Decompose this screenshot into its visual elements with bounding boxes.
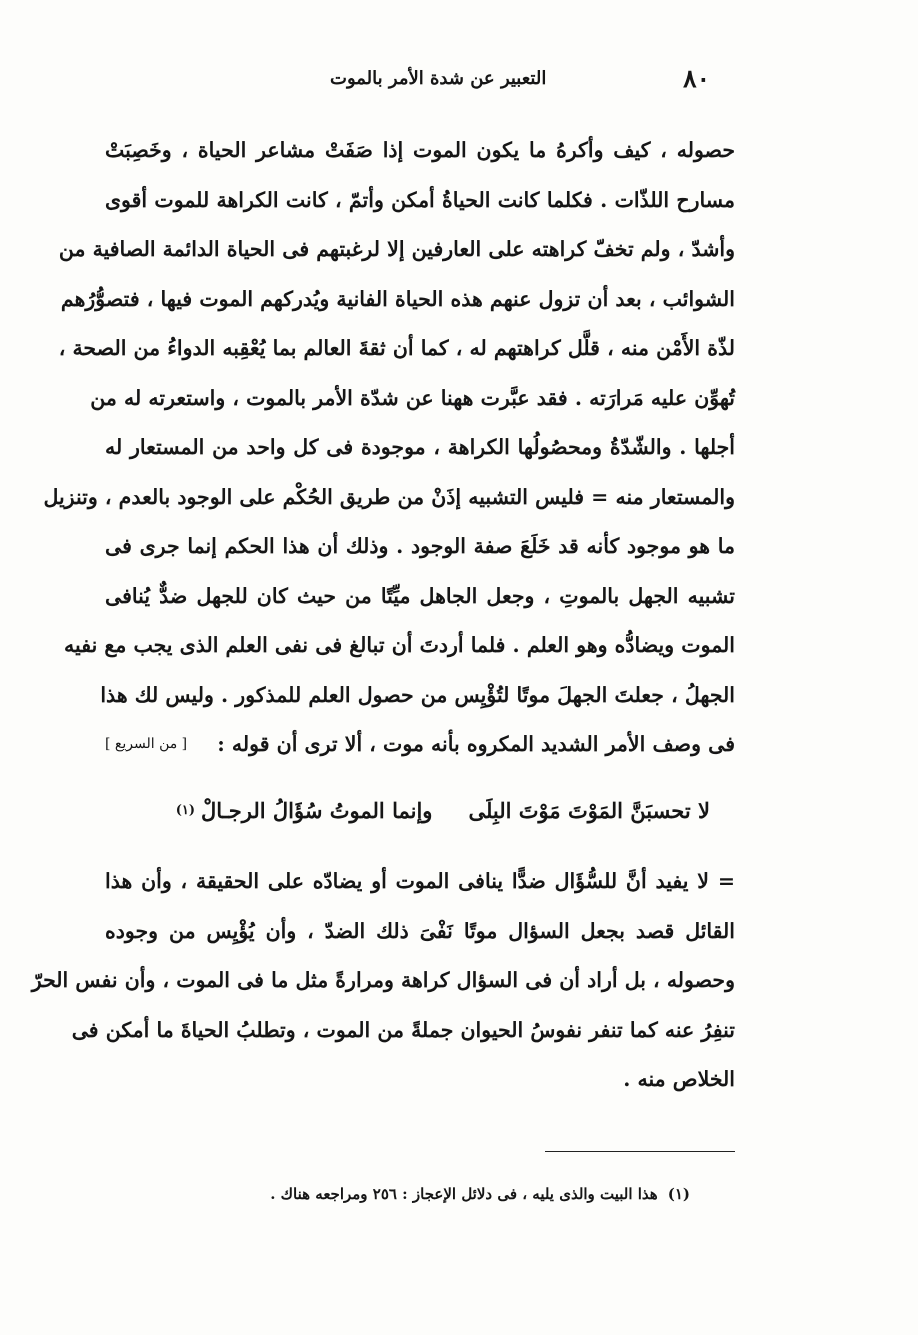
text-line: الموت ويضادُّه وهو العلم . فلما أردتَ أن تبالغ فى نفى العلم الذى يجب مع نفيه bbox=[64, 633, 735, 657]
footnote-text: هذا البيت والذى يليه ، فى دلائل الإعجاز : ٢٥٦ ومراجعه هناك . bbox=[270, 1185, 658, 1203]
text-line: تنفِرُ عنه كما تنفر نفوسُ الحيوان جملةً من الموت ، وتطلبُ الحياةَ ما أمكن فى bbox=[71, 1017, 735, 1042]
footnote-number: (١) bbox=[667, 1185, 690, 1203]
text-line: فى وصف الأمر الشديد المكروه بأنه موت ، ألا ترى أن قوله : bbox=[217, 732, 735, 756]
meter-label: [ من السريع ] bbox=[105, 736, 188, 752]
text-line: والمستعار منه = فليس التشبيه إذَنْ من طريق الحُكْم على الوجود بالعدم ، وتنزيل bbox=[43, 484, 735, 509]
text-line: أجلها . والشّدّةُ ومحصُولُها الكراهة ، موجودة فى كل واحد من المستعار له bbox=[105, 435, 735, 459]
text-line: ما هو موجود كأنه قد خَلَعَ صفة الوجود . وذلك أن هذا الحكم إنما جرى فى bbox=[105, 534, 735, 558]
poetry-verse bbox=[140, 785, 710, 835]
text-line-with-meter bbox=[105, 720, 735, 770]
verse-hemistich-first: لا تحسبَنَّ المَوْتَ مَوْتَ البِلَى bbox=[468, 797, 710, 823]
text-line: حصوله ، كيف وأكرهُ ما يكون الموت إذا صَفَتْ مشاعر الحياة ، وخَصِبَتْ bbox=[105, 138, 735, 162]
text-line: = لا يفيد أنَّ للسُّؤَال ضدًّا ينافى الموت أو يضادّه على الحقيقة ، وأن هذا bbox=[105, 869, 735, 893]
page-header bbox=[330, 58, 710, 98]
page-number: ٨٠ bbox=[683, 63, 710, 93]
text-line: وحصوله ، بل أراد أن فى السؤال كراهة ومرارةً مثل ما فى الموت ، وأن نفس الحرّ bbox=[31, 968, 735, 992]
running-title: التعبير عن شدة الأمر بالموت bbox=[330, 67, 547, 89]
main-paragraph bbox=[43, 126, 735, 770]
footnote bbox=[200, 1179, 690, 1209]
text-line: مسارح اللذّات . فكلما كانت الحياةُ أمكن وأتمّ ، كانت الكراهة للموت أقوى bbox=[105, 187, 735, 212]
text-line: القائل قصد بجعل السؤال موتًا نَفْىَ ذلك الضدّ ، وأن يُؤْيِس من وجوده bbox=[105, 918, 735, 943]
second-paragraph bbox=[31, 857, 735, 1105]
footnote-reference: (١) bbox=[175, 802, 195, 818]
text-line: وأشدّ ، ولم تخفّ كراهته على العارفين إلا لرغبتهم فى الحياة الدائمة الصافية من bbox=[58, 237, 735, 261]
text-line: لذّة الأَمْن منه ، قلَّل كراهتهم له ، كما أن ثقةَ العالم بما يُعْقِبه الدواءُ من الصحة ، bbox=[58, 336, 735, 360]
text-line: الخلاص منه . bbox=[623, 1067, 735, 1091]
text-line: الشوائب ، بعد أن تزول عنهم هذه الحياة الفانية ويُدركهم الموت فيها ، فتصوُّرُهم bbox=[60, 286, 735, 311]
footnote-divider bbox=[545, 1151, 735, 1152]
text-line: الجهلُ ، جعلتَ الجهلَ موتًا لتُؤْيِس من حصول العلم للمذكور . وليس لك هذا bbox=[100, 682, 735, 707]
text-line: تُهوِّن عليه مَرارَته . فقد عبَّرت ههنا عن شدّة الأمر بالموت ، واستعرته له من bbox=[90, 385, 735, 410]
text-line: تشبيه الجهل بالموتِ ، وجعل الجاهل ميِّتًا من حيث كان للجهل ضدٌّ يُنافى bbox=[105, 583, 735, 608]
verse-hemistich-second: وإنما الموتُ سُؤَالُ الرجـالْ bbox=[201, 797, 433, 823]
